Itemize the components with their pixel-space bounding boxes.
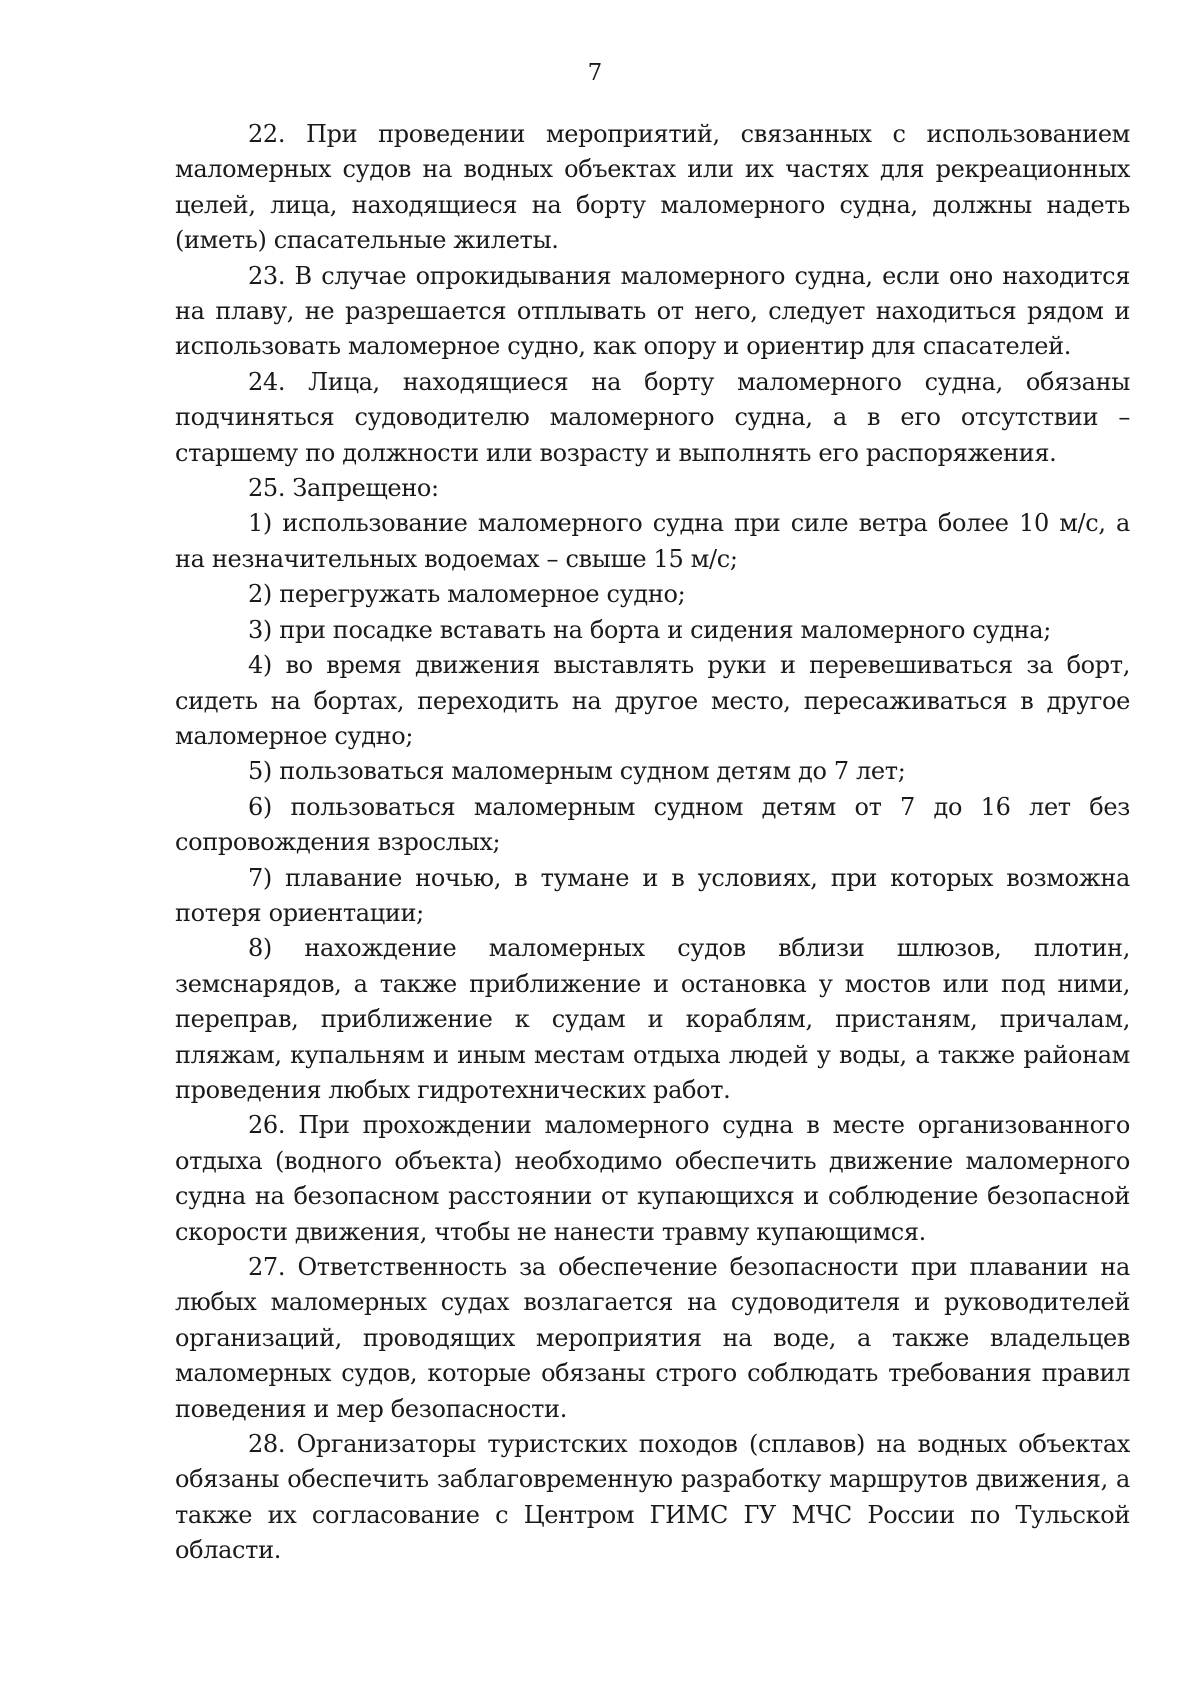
- list-item-8: 8) нахождение маломерных судов вблизи шлюзов, плотин, земснарядов, а также приближение и остановка у мостов или под ними, переправ, приближение к судам и кораблям, пристаням, причалам, пляжам, купальням и иным местам отдыха людей у воды, а также районам проведения любых гидротехнических работ.: [175, 934, 1130, 1104]
- list-item-1: 1) использование маломерного судна при силе ветра более 10 м/с, а на незначительных водоемах – свыше 15 м/с;: [175, 509, 1130, 573]
- list-item-4: 4) во время движения выставлять руки и перевешиваться за борт, сидеть на бортах, переходить на другое место, пересаживаться в другое маломерное судно;: [175, 651, 1130, 750]
- list-item-3: 3) при посадке вставать на борта и сидения маломерного судна;: [248, 615, 1051, 644]
- paragraph-26: 26. При прохождении маломерного судна в месте организованного отдыха (водного объекта) необходимо обеспечить движение маломерного судна на безопасном расстоянии от купающихся и соблюдение безопасной скорости движения, чтобы не нанести травму купающимся.: [175, 1111, 1130, 1246]
- paragraph-27: 27. Ответственность за обеспечение безопасности при плавании на любых маломерных судах возлагается на судоводителя и руководителей организаций, проводящих мероприятия на воде, а также владельцев маломерных судов, которые обязаны строго соблюдать требования правил поведения и мер безопасности.: [175, 1253, 1130, 1423]
- paragraph-28: 28. Организаторы туристских походов (сплавов) на водных объектах обязаны обеспечить заблаговременную разработку маршрутов движения, а также их согласование с Центром ГИМС ГУ МЧС России по Тульской области.: [175, 1430, 1130, 1565]
- page-number: 7: [587, 60, 603, 86]
- list-item-2: 2) перегружать маломерное судно;: [248, 580, 686, 609]
- paragraph-24: 24. Лица, находящиеся на борту маломерного судна, обязаны подчиняться судоводителю маломерного судна, а в его отсутствии – старшему по должности или возрасту и выполнять его распоряжения.: [175, 367, 1130, 467]
- paragraph-25-heading: 25. Запрещено:: [248, 474, 439, 503]
- document-body: [175, 117, 1130, 1569]
- list-item-6: 6) пользоваться маломерным судном детям от 7 до 16 лет без сопровождения взрослых;: [175, 792, 1130, 857]
- list-item-7: 7) плавание ночью, в тумане и в условиях, при которых возможна потеря ориентации;: [175, 863, 1130, 927]
- paragraph-23: 23. В случае опрокидывания маломерного судна, если оно находится на плаву, не разрешается отплывать от него, следует находиться рядом и использовать маломерное судно, как опору и ориентир для спасателей.: [175, 261, 1130, 361]
- list-item-5: 5) пользоваться маломерным судном детям до 7 лет;: [248, 757, 906, 786]
- paragraph-22: 22. При проведении мероприятий, связанных с использованием маломерных судов на водных объектах или их частях для рекреационных целей, лица, находящиеся на борту маломерного судна, должны надеть (иметь) спасательные жилеты.: [175, 120, 1130, 255]
